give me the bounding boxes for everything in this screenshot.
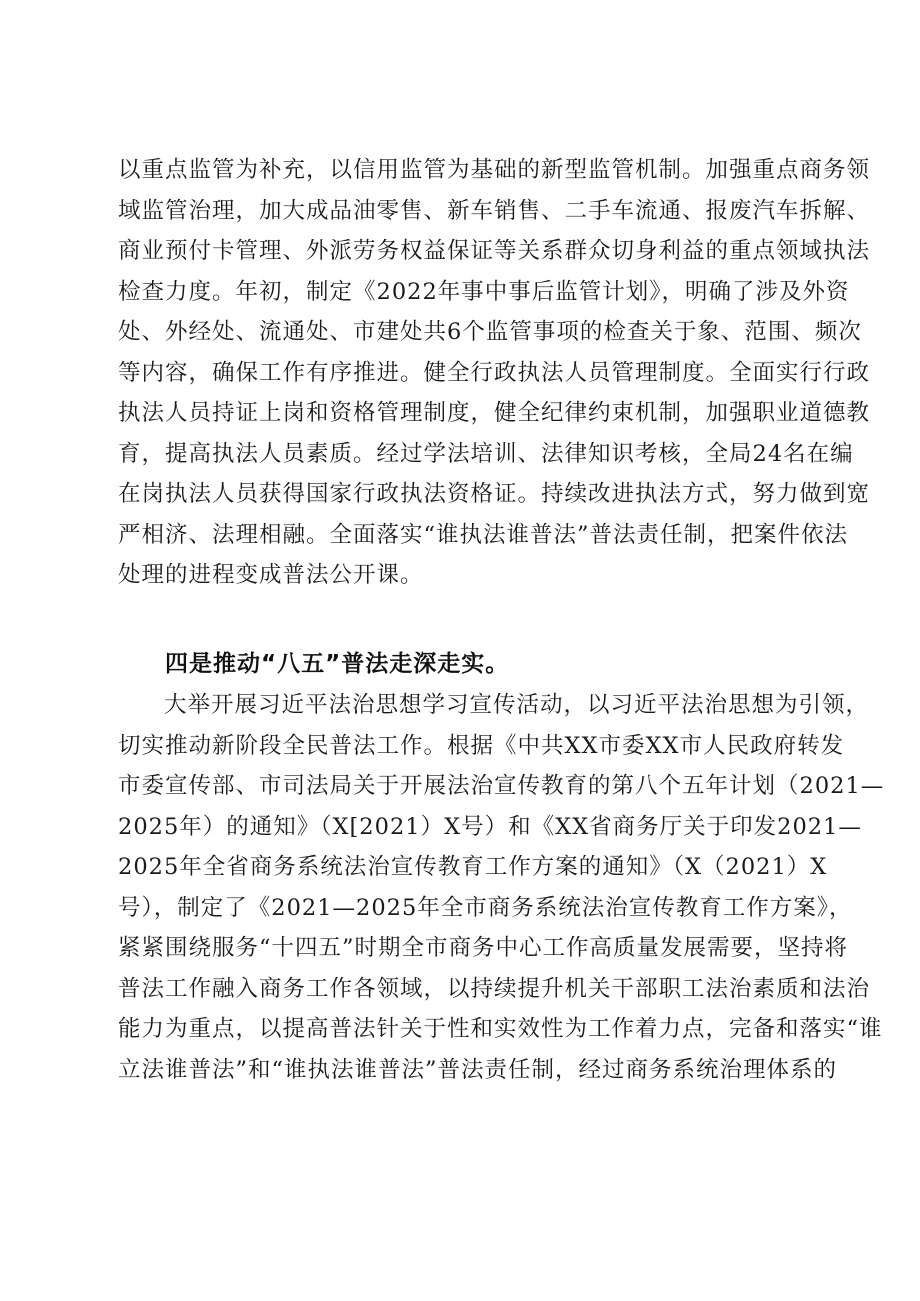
text-line: 严相济、法理相融。全面落实“谁执法谁普法”普法责任制，把案件依法 — [118, 521, 849, 548]
text-line: 处、外经处、流通处、市建处共6个监管事项的检查关于象、范围、频次 — [118, 319, 862, 345]
text-line: 等内容，确保工作有序推进。健全行政执法人员管理制度。全面实行行政 — [118, 359, 871, 386]
paragraph-legal-education — [118, 685, 885, 1090]
text-line: 商业预付卡管理、外派劳务权益保证等关系群众切身利益的重点领域执法 — [118, 238, 871, 264]
text-line: 紧紧围绕服务“十四五”时期全市商务中心工作高质量发展需要，坚持将 — [118, 935, 849, 961]
text-line: 大举开展习近平法治思想学习宣传活动，以习近平法治思想为引领， — [164, 692, 870, 718]
text-line: 立法谁普法”和“谁执法谁普法”普法责任制，经过商务系统治理体系的 — [118, 1056, 838, 1083]
section-heading: 四是推动“八五”普法走深走实。 — [165, 651, 510, 677]
text-line: 号），制定了《2021—2025年全市商务系统法治宣传教育工作方案》， — [118, 894, 853, 921]
text-line: 2025年）的通知》（X[2021）X号）和《XX省商务厅关于印发2021— — [118, 813, 862, 840]
text-line: 执法人员持证上岗和资格管理制度，健全纪律约束机制，加强职业道德教 — [118, 400, 871, 426]
text-line: 2025年全省商务系统法治宣传教育工作方案的通知》（X（2021）X — [118, 854, 828, 880]
text-line: 能力为重点，以提高普法针关于性和实效性为工作着力点，完备和落实“谁 — [118, 1016, 883, 1042]
text-line: 市委宣传部、市司法局关于开展法治宣传教育的第八个五年计划（2021— — [118, 773, 885, 799]
text-line: 检查力度。年初，制定《2022年事中事后监管计划》，明确了涉及外资 — [118, 278, 850, 305]
text-line: 域监管治理，加大成品油零售、新车销售、二手车流通、报废汽车拆解、 — [118, 197, 871, 224]
text-line: 处理的进程变成普法公开课。 — [118, 562, 424, 588]
text-line: 育，提高执法人员素质。经过学法培训、法律知识考核，全局24名在编 — [118, 440, 854, 467]
text-line: 以重点监管为补充，以信用监管为基础的新型监管机制。加强重点商务领 — [118, 157, 871, 183]
paragraph-regulation — [118, 150, 871, 596]
text-line: 普法工作融入商务工作各领域，以持续提升机关干部职工法治素质和法治 — [118, 975, 871, 1002]
text-line: 切实推动新阶段全民普法工作。根据《中共XX市委XX市人民政府转发 — [118, 732, 845, 759]
text-line: 在岗执法人员获得国家行政执法资格证。持续改进执法方式，努力做到宽 — [118, 481, 871, 507]
